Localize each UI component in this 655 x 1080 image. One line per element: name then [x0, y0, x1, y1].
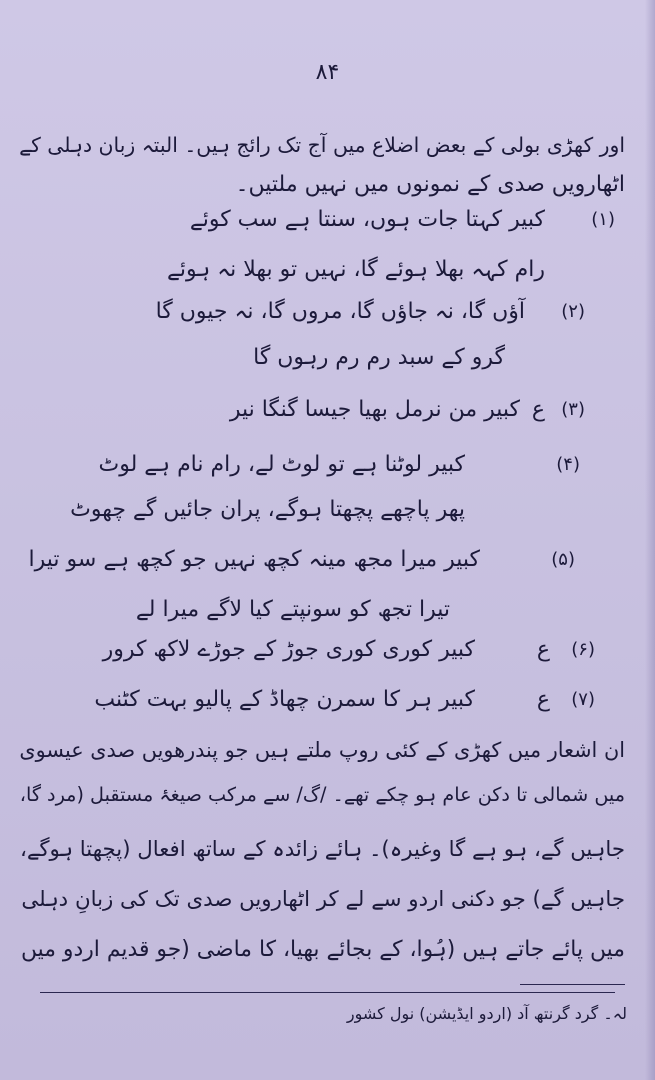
- verse-number-3: (۳): [561, 399, 585, 420]
- closing-line-4: جاہیں گے) جو دکنی اردو سے لے کر اٹھارویں صدی تک کی زبانِ دہلی: [21, 887, 625, 912]
- footnote-divider: [40, 992, 615, 993]
- closing-line-2: میں شمالی تا دکن عام ہو چکے تھے۔ /گ/ سے مرکب صیغۂ مستقبل (مرد گا،: [19, 783, 625, 806]
- verse-5-line-1: کبیر میرا مجھ مینہ کچھ نہیں جو کچھ ہے سو تیرا: [28, 547, 480, 572]
- verse-number-7: (۷): [571, 689, 595, 710]
- verse-2-line-1: آؤں گا، نہ جاؤں گا، مروں گا، نہ جیوں گا: [155, 299, 525, 324]
- verse-7-sign: ع: [536, 687, 550, 712]
- verse-7-line-1: کبیر ہر کا سمرن چھاڈ کے پالیو بہت کٹنب: [94, 687, 475, 712]
- verse-1-line-1: کبیر کہتا جات ہوں، سنتا ہے سب کوئے: [189, 207, 545, 232]
- verse-number-4: (۴): [556, 454, 580, 475]
- verse-number-2: (۲): [561, 301, 585, 322]
- closing-line-1: ان اشعار میں کھڑی کے کئی روپ ملتے ہیں جو پندرھویں صدی عیسوی: [19, 738, 625, 762]
- intro-line-2: اٹھارویں صدی کے نمونوں میں نہیں ملتیں۔: [235, 172, 625, 197]
- closing-line-5: میں پائے جاتے ہیں (ہُوا، کے بجائے بھیا، کا ماضی (جو قدیم اردو میں: [20, 937, 625, 962]
- verse-number-1: (۱): [591, 209, 615, 230]
- verse-4-line-2: پھر پاچھے پچھتا ہوگے، پران جائیں گے چھوٹ: [70, 497, 465, 522]
- intro-line-1: اور کھڑی بولی کے بعض اضلاع میں آج تک رائج ہیں۔ البتہ زبان دہلی کے: [19, 133, 625, 157]
- verse-1-line-2: رام کہہ بھلا ہوئے گا، نہیں تو بھلا نہ ہوئے: [166, 257, 545, 282]
- text-underline: [520, 984, 625, 985]
- page-spine-shadow: [645, 0, 655, 1080]
- footnote: لہ۔ گرد گرنتھ آد (اردو ایڈیشن) نول کشور: [346, 1004, 627, 1023]
- verse-number-5: (۵): [551, 549, 575, 570]
- verse-6-sign: ع: [536, 637, 550, 662]
- verse-6-line-1: کبیر کوری کوری جوڑ کے جوڑے لاکھ کرور: [102, 637, 475, 662]
- verse-2-line-2: گرو کے سبد رم رم رہوں گا: [253, 345, 505, 370]
- verse-3-line-1: کبیر من نرمل بھیا جیسا گنگا نیر: [229, 397, 520, 422]
- verse-3-sign: ع: [531, 397, 545, 422]
- page-number: ۸۴: [315, 60, 340, 85]
- closing-line-3: جاہیں گے، ہو ہے گا وغیرہ)۔ ہائے زائدہ کے ساتھ افعال (پچھتا ہوگے،: [20, 837, 625, 862]
- verse-5-line-2: تیرا تجھ کو سونپتے کیا لاگے میرا لے: [135, 597, 450, 622]
- verse-4-line-1: کبیر لوٹنا ہے تو لوٹ لے، رام نام ہے لوٹ: [98, 452, 465, 477]
- verse-number-6: (۶): [571, 639, 595, 660]
